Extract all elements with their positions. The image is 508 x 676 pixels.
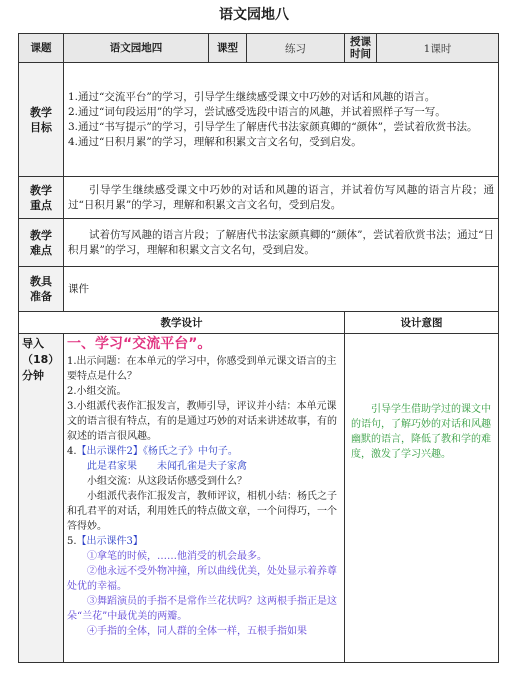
quoted-item-2: ②他永远不受外物冲撞，所以曲线优美，处处显示着养尊处优的幸福。 [67,566,337,592]
goals-label: 教学目标 [19,63,64,177]
quoted-item-3: ③舞蹈演员的手指不是常作兰花状吗？这两根手指正是这朵“兰花”中最优美的两瓣。 [67,596,337,622]
difficulties-row [19,219,499,267]
key-points-content: 引导学生继续感受课文中巧妙的对话和风趣的语言，并试着仿写风趣的语言片段；通过“日积月累”的学习，理解和积累文言文名句，受到启发。 [64,177,499,219]
period-label: 授课时间 [345,34,377,63]
quoted-item-4: ④手指的全体，同人群的全体一样，五根手指如果 [87,626,307,637]
materials-value: 课件 [64,267,499,312]
key-points-label: 教学重点 [19,177,64,219]
quote-line: 此是君家果 未闻孔雀是夫子家禽 [87,461,247,472]
step-3: 3.小组派代表作汇报发言，教师引导，评议并小结：本单元课文的语言很有特点，有的是通过巧妙的对话来讲述故事，有的叙述的语言很风趣。 [67,401,337,442]
goal-2: 2.通过“词句段运用”的学习，尝试感受选段中语言的风趣，并试着照样子写一写。 [68,105,446,118]
document-title: 语文园地八 [219,7,289,23]
materials-row [19,267,499,312]
goal-4: 4.通过“日积月累”的学习，理解和积累文言文名句，受到启发。 [68,135,362,148]
lesson-plan-table [18,33,499,663]
step-2: 2.小组交流。 [67,386,127,397]
group-summary: 小组派代表作汇报发言，教师评议，相机小结：杨氏之子和孔君平的对话，利用姓氏的特点做文章，一个问得巧，一个答得妙。 [67,491,337,532]
header-row [19,34,499,63]
goals-content [64,63,499,177]
intent-header: 设计意图 [345,312,499,334]
difficulties-label: 教学难点 [19,219,64,267]
courseware-3-link: 【出示课件3】 [76,536,143,547]
stage-label: 导入（18）分钟 [19,334,64,663]
design-header-row [19,312,499,334]
step-5: 5.【出示课件3】 [67,536,143,547]
courseware-2-link: 【出示课件2】 [76,446,143,457]
period-value: 1课时 [377,34,499,63]
step-1: 1.出示问题：在本单元的学习中，你感受到单元课文语言的主要特点是什么？ [67,356,337,382]
quoted-item-1: ①拿笔的时候，……他消受的机会最多。 [87,551,267,562]
type-label: 课型 [209,34,247,63]
topic-value: 语文园地四 [64,34,209,63]
stage-content [64,334,345,663]
goal-1: 1.通过“交流平台”的学习，引导学生继续感受课文中巧妙的对话和风趣的语言。 [68,90,436,103]
key-points-row [19,177,499,219]
goals-row [19,63,499,177]
goal-3: 3.通过“书写提示”的学习，引导学生了解唐代书法家颜真卿的“颜体”，尝试着欣赏书法。 [68,120,478,133]
topic-label: 课题 [19,34,64,63]
type-value: 练习 [247,34,345,63]
section-title: 一、学习“交流平台”。 [67,336,212,352]
design-header: 教学设计 [19,312,345,334]
intro-stage-row [19,334,499,663]
difficulties-content: 试着仿写风趣的语言片段；了解唐代书法家颜真卿的“颜体”，尝试着欣赏书法；通过“日积月累”的学习，理解和积累文言文名句，受到启发。 [64,219,499,267]
materials-label: 教具准备 [19,267,64,312]
step-4: 4.【出示课件2】《杨氏之子》中句子。 [67,446,238,457]
group-question: 小组交流：从这段话你感受到什么？ [87,476,247,487]
design-intent: 引导学生借助学过的课文中的语句，了解巧妙的对话和风趣幽默的语言，降低了教和学的难度，激发了学习兴趣。 [345,334,499,663]
